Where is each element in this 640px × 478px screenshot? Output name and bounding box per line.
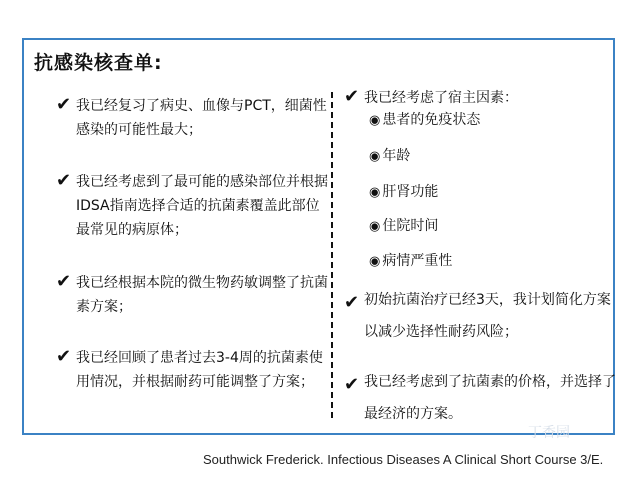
host-factor bbox=[369, 145, 410, 168]
checklist-item bbox=[56, 346, 328, 394]
host-factor-label: 病情严重性 bbox=[382, 253, 453, 269]
checklist-item bbox=[56, 271, 328, 319]
checklist-item bbox=[344, 86, 616, 110]
bullet-icon: ◉ bbox=[369, 113, 381, 128]
host-factor-label: 年龄 bbox=[382, 148, 411, 164]
bullet-icon: ◉ bbox=[369, 149, 381, 164]
host-factor-label: 患者的免疫状态 bbox=[382, 112, 481, 128]
checkmark-icon: ✔ bbox=[56, 94, 72, 115]
checklist-item bbox=[56, 94, 328, 142]
checkmark-icon: ✔ bbox=[344, 292, 360, 313]
checklist-item-text: 我已经根据本院的微生物药敏调整了抗菌素方案； bbox=[76, 275, 328, 315]
host-factor-label: 肝肾功能 bbox=[382, 184, 439, 200]
checklist-item-text: 我已经考虑到了最可能的感染部位并根据IDSA指南选择合适的抗菌素覆盖此部位最常见的病原体； bbox=[76, 174, 328, 238]
host-factor bbox=[369, 181, 438, 204]
bullet-icon: ◉ bbox=[369, 254, 381, 269]
checklist-item-text: 我已经回顾了患者过去3-4周的抗菌素使用情况，并根据耐药可能调整了方案； bbox=[76, 350, 323, 390]
column-divider bbox=[331, 92, 333, 418]
checklist-item-text: 我已经考虑到了抗菌素的价格，并选择了最经济的方案。 bbox=[364, 374, 616, 422]
bullet-icon: ◉ bbox=[369, 219, 381, 234]
host-factor bbox=[369, 250, 452, 273]
checklist-item bbox=[344, 366, 616, 430]
page-title: 抗感染核查单: bbox=[34, 52, 163, 74]
host-factor bbox=[369, 215, 438, 238]
checklist-item-text: 初始抗菌治疗已经3天，我计划简化方案以减少选择性耐药风险； bbox=[364, 292, 611, 340]
watermark: 丁香园 bbox=[528, 425, 570, 441]
checkmark-icon: ✔ bbox=[56, 271, 72, 292]
checkmark-icon: ✔ bbox=[56, 346, 72, 367]
source-citation: Southwick Frederick. Infectious Diseases A Clinical Short Course 3/E. bbox=[203, 452, 604, 467]
checkmark-icon: ✔ bbox=[344, 374, 360, 395]
bullet-icon: ◉ bbox=[369, 185, 381, 200]
checklist-item-text: 我已经考虑了宿主因素： bbox=[364, 90, 518, 106]
checkmark-icon: ✔ bbox=[56, 170, 72, 191]
checklist-item bbox=[344, 284, 616, 348]
checklist-item-text: 我已经复习了病史、血像与PCT，细菌性感染的可能性最大； bbox=[76, 98, 327, 138]
checklist-item bbox=[56, 170, 328, 242]
host-factor-label: 住院时间 bbox=[382, 218, 439, 234]
host-factor bbox=[369, 109, 480, 132]
checkmark-icon: ✔ bbox=[344, 86, 360, 107]
